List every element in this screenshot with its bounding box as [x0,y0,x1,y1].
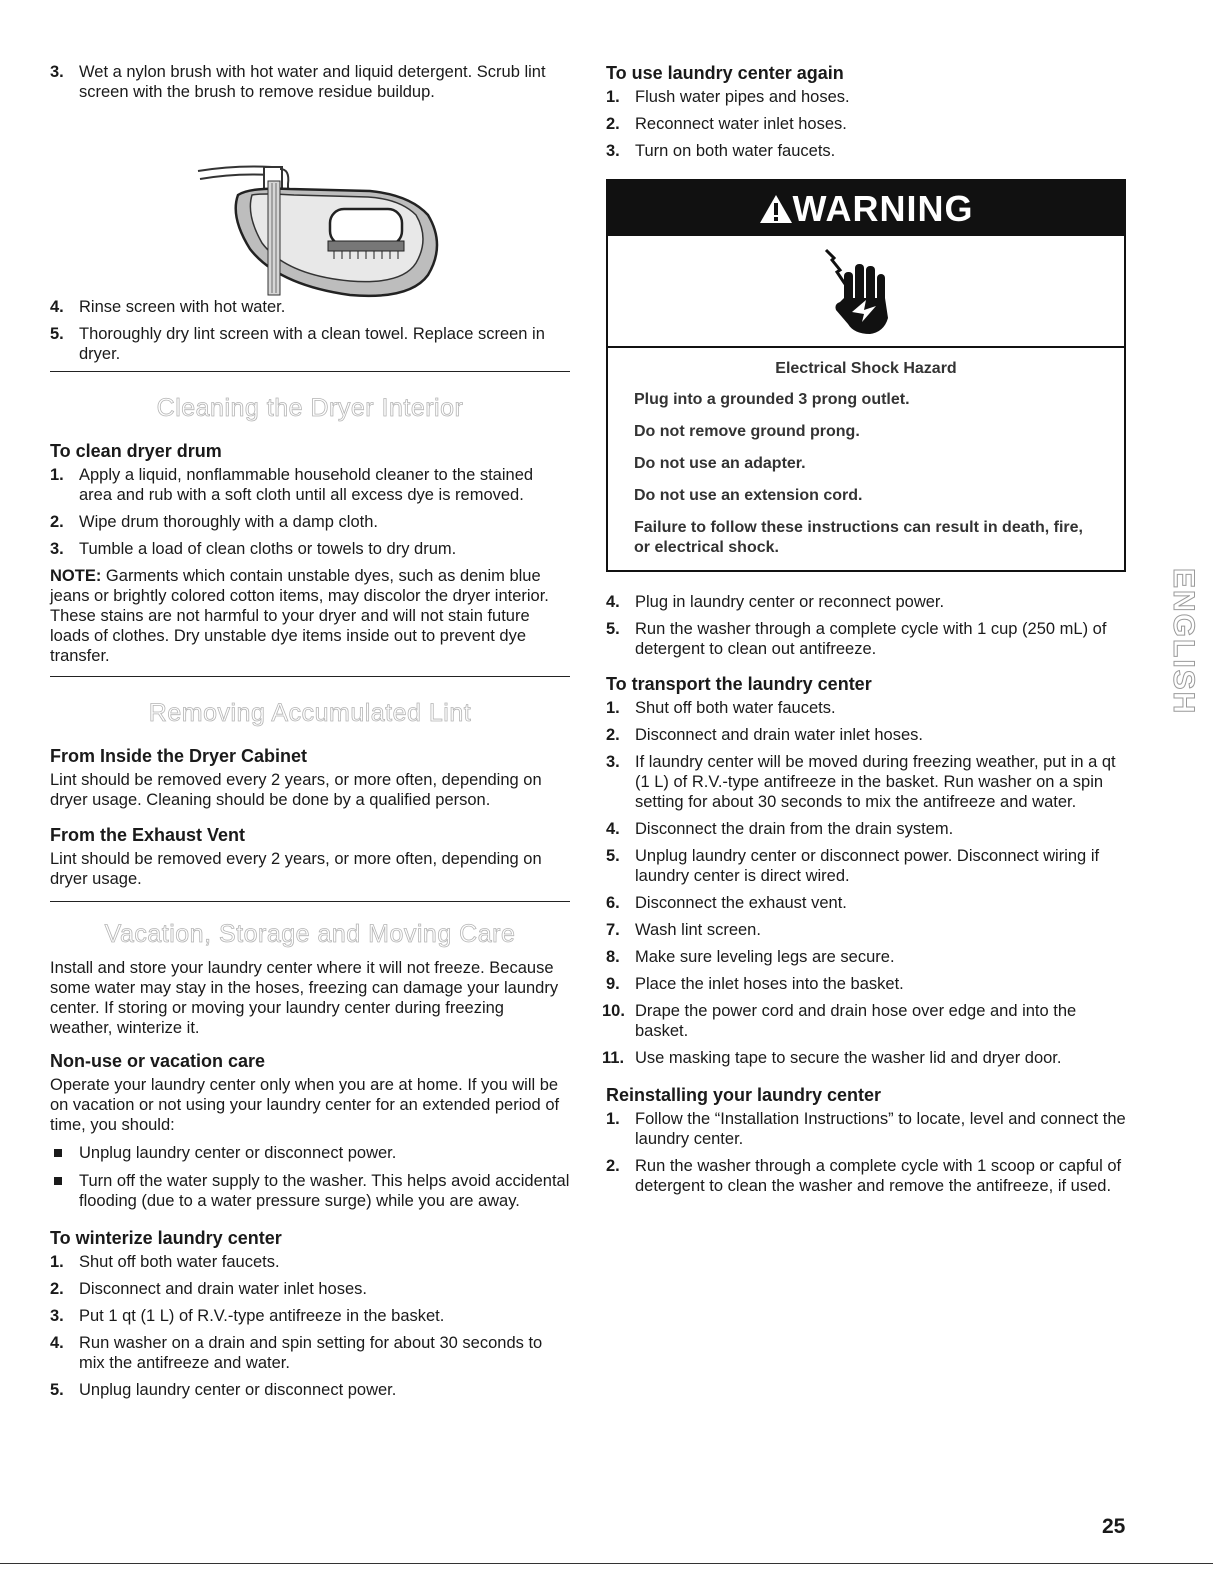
list-item: 1. Shut off both water faucets. [50,1253,280,1271]
heading-winterize: To winterize laundry center [50,1228,282,1248]
list-item: 4. Disconnect the drain from the drain system. [606,820,954,838]
list-item: 2. Reconnect water inlet hoses. [606,115,847,133]
list-item: 4. Plug in laundry center or reconnect power. [606,593,945,611]
left-column [50,62,570,1407]
list-item: Turn off the water supply to the washer. This helps avoid accidental flooding (due to a water pressure surge) while you are away. [50,1171,570,1211]
transport-steps [602,698,1126,1068]
warning-body [608,348,1124,570]
heading-use-again: To use laundry center again [606,63,844,83]
list-item: 1. Flush water pipes and hoses. [606,88,850,106]
after-warning-steps [606,592,1126,659]
bullet-square-icon [54,1149,62,1157]
list-item: 5. Unplug laundry center or disconnect power. Disconnect wiring if laundry center is direct wired. [606,847,1100,885]
lint-screen-steps-mid [50,297,570,364]
list-item: 11. Use masking tape to secure the washer lid and dryer door. [602,1049,1062,1067]
warning-header: WARNING [608,181,1124,236]
list-item: 2. Disconnect and drain water inlet hoses. [606,726,923,744]
list-item: 4. Rinse screen with hot water. [50,298,286,316]
list-item: 1. Apply a liquid, nonflammable household cleaner to the stained area and rub with a soft cloth until all excess dye is removed. [50,466,534,504]
page-number: 25 [1102,1515,1126,1538]
clean-drum-steps [50,465,570,559]
list-item: 5. Thoroughly dry lint screen with a clean towel. Replace screen in dryer. [50,325,545,363]
section-divider [50,901,570,902]
paragraph-inside-cabinet: Lint should be removed every 2 years, or more often, depending on dryer usage. Cleaning should be done by a qualified person. [50,771,542,809]
list-item: 5. Unplug laundry center or disconnect power. [50,1381,397,1399]
reinstall-steps [606,1109,1126,1196]
heading-transport: To transport the laundry center [606,674,872,694]
warning-line: Do not use an extension cord. [634,487,863,504]
bullet-square-icon [54,1177,62,1185]
list-item: Unplug laundry center or disconnect power. [50,1143,570,1163]
heading-clean-dryer-drum: To clean dryer drum [50,441,222,461]
list-item: 2. Disconnect and drain water inlet hoses. [50,1280,367,1298]
list-item: 1. Follow the “Installation Instructions” to locate, level and connect the laundry center. [606,1110,1126,1148]
language-side-tab [1152,568,1200,743]
use-again-steps [606,87,1126,161]
section-title-vacation-storage: Vacation, Storage and Moving Care [104,920,516,948]
warning-line: Plug into a grounded 3 prong outlet. [634,391,910,408]
list-item: 2. Run the washer through a complete cycle with 1 scoop or capful of detergent to clean the washer and remove the antifreeze, if used. [606,1157,1122,1195]
list-item: 10. Drape the power cord and drain hose over edge and into the basket. [602,1002,1077,1040]
heading-reinstall: Reinstalling your laundry center [606,1085,882,1105]
list-item: 3. If laundry center will be moved during freezing weather, put in a qt (1 L) of R.V.-type antifreeze in the basket. Run washer on a spin setting for about 30 seconds to mix the antifreeze and water. [606,753,1116,811]
warning-line: Failure to follow these instructions can result in death, fire, or electrical shock. [634,519,1083,556]
warning-line: Do not use an adapter. [634,455,806,472]
lint-screen-cleaning-illustration [50,109,570,297]
paragraph-exhaust-vent: Lint should be removed every 2 years, or more often, depending on dryer usage. [50,850,542,888]
section-divider [50,371,570,372]
heading-inside-cabinet: From Inside the Dryer Cabinet [50,746,308,766]
electrical-shock-hand-icon [608,236,1124,348]
lint-screen-steps-top [50,62,570,102]
warning-line: Do not remove ground prong. [634,423,860,440]
list-item: 3. Wet a nylon brush with hot water and liquid detergent. Scrub lint screen with the brush to remove residue buildup. [50,63,546,101]
list-item: 1. Shut off both water faucets. [606,699,836,717]
warning-box [606,179,1126,572]
note-paragraph: NOTE: Garments which contain unstable dyes, such as denim blue jeans or brightly colored cotton items, may discolor the dryer interior. These stains are not harmful to your dryer and will not stain future loads of clothes. Dry unstable dye items inside out to prevent dye transfer. [50,567,549,665]
list-item: 6. Disconnect the exhaust vent. [606,894,847,912]
section-divider [50,676,570,677]
winterize-steps [50,1252,570,1400]
heading-exhaust-vent: From the Exhaust Vent [50,825,246,845]
section-title-removing-lint: Removing Accumulated Lint [148,699,472,727]
list-item: 5. Run the washer through a complete cycle with 1 cup (250 mL) of detergent to clean out antifreeze. [606,620,1107,658]
list-item: 4. Run washer on a drain and spin setting for about 30 seconds to mix the antifreeze and water. [50,1334,543,1372]
vacation-bullets [50,1143,570,1211]
bottom-rule [0,1563,1213,1564]
paragraph-non-use-care: Operate your laundry center only when you are at home. If you will be on vacation or not using your laundry center for an extended period of time, you should: [50,1076,560,1134]
warning-title: Electrical Shock Hazard [775,360,957,377]
section-title-dryer-interior: Cleaning the Dryer Interior [156,394,464,422]
list-item: 3. Tumble a load of clean cloths or towels to dry drum. [50,540,457,558]
list-item: 3. Put 1 qt (1 L) of R.V.-type antifreeze in the basket. [50,1307,445,1325]
side-tab-label: ENGLISH [1167,568,1200,716]
list-item: 9. Place the inlet hoses into the basket. [606,975,904,993]
list-item: 8. Make sure leveling legs are secure. [606,948,895,966]
heading-non-use-care: Non-use or vacation care [50,1051,266,1071]
list-item: 7. Wash lint screen. [606,921,761,939]
list-item: 2. Wipe drum thoroughly with a damp cloth. [50,513,378,531]
list-item: 3. Turn on both water faucets. [606,142,836,160]
paragraph-install-store: Install and store your laundry center where it will not freeze. Because some water may stay in the hoses, freezing can damage your laundry center. If storing or moving your laundry center during freezing weather, winterize it. [50,959,559,1037]
right-column [602,62,1126,1203]
warning-triangle-icon [759,194,793,224]
